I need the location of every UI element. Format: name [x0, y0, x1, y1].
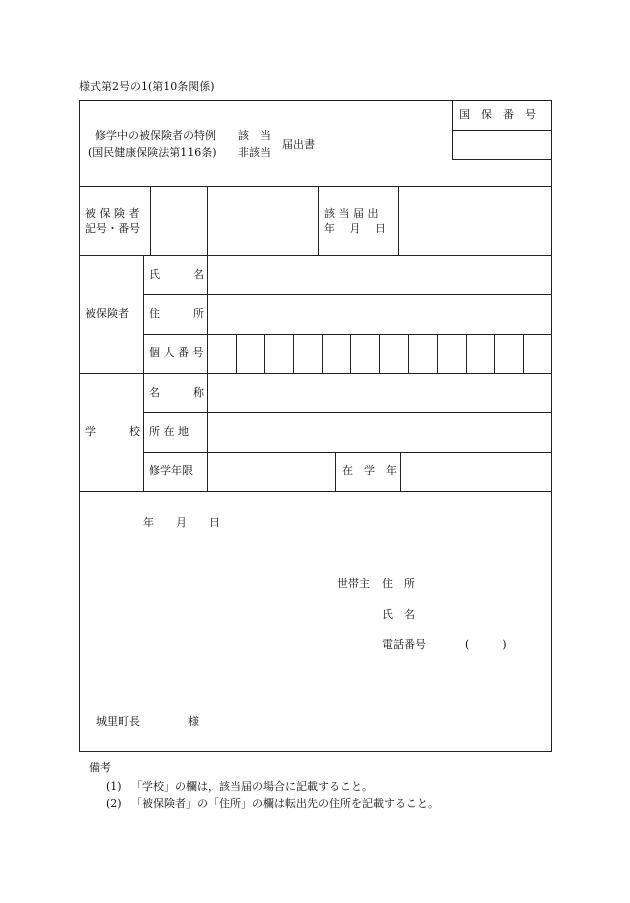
- school-year-label: 在 学 年: [342, 464, 397, 477]
- form-title-suffix: 届出書: [282, 138, 315, 151]
- school-name-label: 名 称: [149, 386, 204, 399]
- option-not-applicable[interactable]: 非該当: [238, 146, 271, 159]
- school-name-field[interactable]: [208, 374, 552, 412]
- school-location-label: 所 在 地: [149, 425, 189, 438]
- householder-name-label: 氏 名: [382, 608, 415, 621]
- insured-address-label: 住 所: [149, 307, 204, 320]
- report-date-label-1: 該 当 届 出: [324, 207, 379, 220]
- form-title-line2: (国民健康保険法第116条): [88, 146, 217, 159]
- phone-paren[interactable]: ( ): [465, 638, 507, 651]
- personal-number-field[interactable]: [208, 335, 552, 373]
- insured-code-label-2: 記号・番号: [85, 222, 140, 235]
- insured-name-field[interactable]: [208, 256, 552, 294]
- householder-label: 世帯主: [337, 577, 370, 590]
- insured-number-field[interactable]: [208, 187, 318, 255]
- submission-date[interactable]: 年 月 日: [143, 516, 220, 529]
- householder-address-label: 住 所: [382, 577, 415, 590]
- insured-name-label: 氏 名: [149, 268, 204, 281]
- report-date-label-2: 年 月 日: [324, 222, 386, 235]
- form-number: 様式第2号の1(第10条関係): [79, 80, 215, 93]
- phone-label: 電話番号: [382, 638, 426, 651]
- study-term-label: 修学年限: [149, 464, 193, 477]
- form-title-line1: 修学中の被保険者の特例: [95, 129, 216, 142]
- addressee: 城里町長: [96, 715, 140, 728]
- note-2-text: 「被保険者」の「住所」の欄は転出先の住所を記載すること。: [131, 797, 439, 810]
- honorific: 様: [188, 715, 199, 728]
- insured-code-label-1: 被 保 険 者: [85, 207, 140, 220]
- school-location-field[interactable]: [208, 413, 552, 452]
- insured-section-label: 被保険者: [85, 307, 129, 320]
- insured-address-field[interactable]: [208, 295, 552, 334]
- note-1-number: (1): [106, 780, 122, 793]
- note-1-text: 「学校」の欄は，該当届の場合に記載すること。: [131, 780, 373, 793]
- school-section-label: 学 校: [85, 425, 140, 438]
- kokuho-number-label: 国 保 番 号: [459, 108, 536, 121]
- personal-number-label: 個 人 番 号: [149, 346, 204, 359]
- notes-heading: 備考: [89, 761, 111, 774]
- note-2-number: (2): [106, 797, 122, 810]
- study-term-field[interactable]: [208, 453, 335, 491]
- insured-symbol-field[interactable]: [151, 187, 207, 255]
- report-date-field[interactable]: [399, 187, 552, 255]
- school-year-field[interactable]: [401, 453, 552, 491]
- option-applicable[interactable]: 該 当: [238, 129, 271, 142]
- kokuho-number-field[interactable]: [453, 131, 552, 159]
